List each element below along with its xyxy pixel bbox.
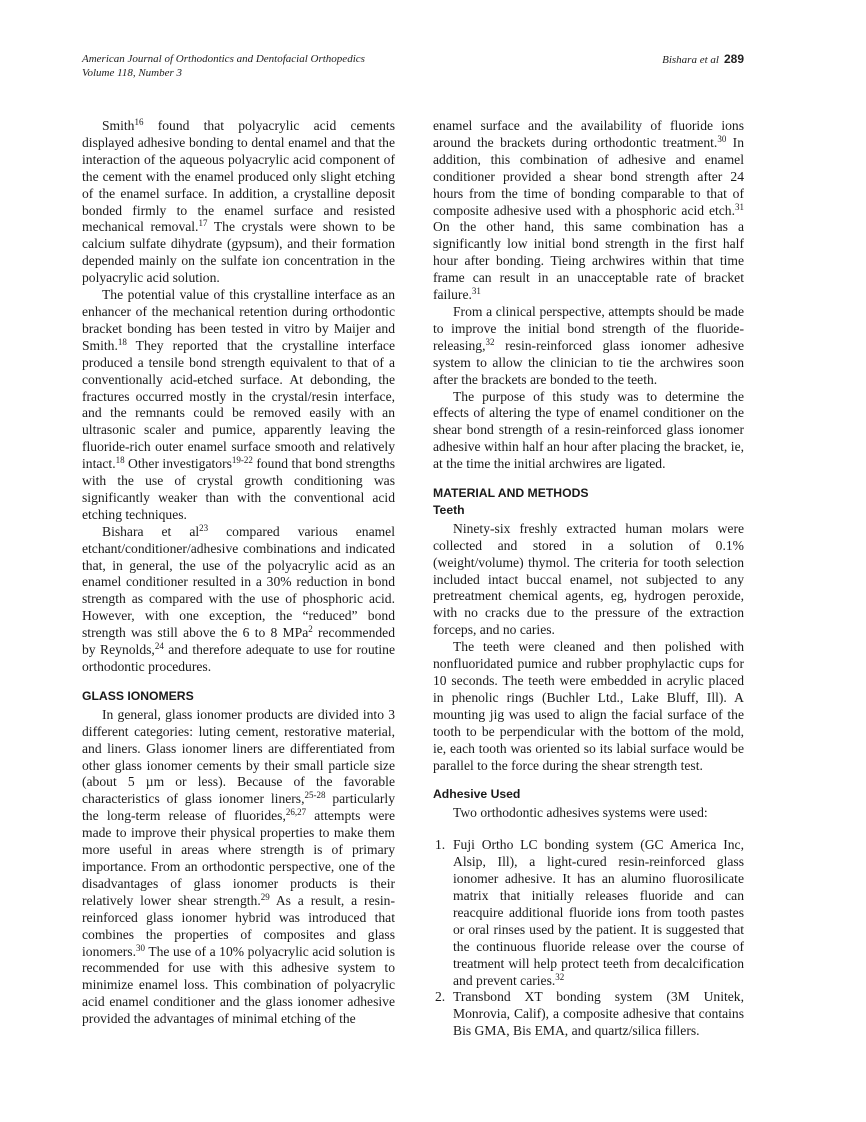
citation: 26,27 [285, 807, 307, 818]
adhesive-list [433, 837, 744, 1040]
spacer [433, 822, 744, 837]
subsection-heading-adhesive-used: Adhesive Used [433, 787, 521, 802]
text: recommended by Reynolds, [82, 625, 395, 658]
text: The crystals were shown to be calcium sulfate dihydrate (gypsum), and their formation depended mainly on the sulfate ion concentration in the polyacrylic acid solution. [82, 219, 395, 286]
text: They reported that the crystalline interface produced a tensile bond strength equivalent to that of a conventionally acid-etched surface. At debonding, the fractures occurred mostly in the crystal/resin interface, and the remnants could be removed easily with an ultrasonic scaler and pumice, apparently leaving the fluoride-rich outer enamel surface smooth and relatively intact. [82, 337, 395, 472]
running-header-left [82, 52, 365, 80]
list-item [433, 837, 744, 989]
text: and therefore adequate to use for routine orthodontic procedures. [82, 642, 396, 674]
text: compared various enamel etchant/conditioner/adhesive combinations and indicated that, in general, the use of the polyacrylic acid as an enamel conditioner resulted in a 30% reduction in bond strength as compared with the use of phosphoric acid. However, with one exception, the “reduced” bond strength was still above the 6 to 8 MPa [82, 523, 395, 641]
citation: 29 [260, 891, 270, 902]
paragraph: The teeth were cleaned and then polished with nonfluoridated pumice and rubber prophylactic cups for 10 seconds. The teeth were embedded in acrylic placed in phenolic rings (Buchler Ltd., Lake Bluff, Ill). A mounting jig was used to align the facial surface of the tooth to be perpendicular with the bottom of the mold, ie, each tooth was oriented so its labial surface would be parallel to the force during the shear strength test. [433, 639, 744, 773]
list-item [433, 989, 744, 1040]
paragraph: The purpose of this study was to determine the effects of altering the type of enamel conditioner on the shear bond strength of a resin-reinforced glass ionomer adhesive within half an hour after placing the bracket, ie, at the time the initial archwires are ligated. [433, 388, 744, 472]
text: attempts were made to improve their physical properties to make them more useful in areas where strength is of primary importance. From an orthodontic perspective, one of the disadvantages of glass ionomer products is their relatively lower shear strength. [82, 808, 395, 908]
text: The potential value of this crystalline interface as an enhancer of the mechanical retention during orthodontic bracket bonding has been tested in vitro by Maijer and Smith. [82, 287, 395, 353]
list-number: 1. [435, 837, 446, 853]
paragraph [433, 304, 744, 389]
text: From a clinical perspective, attempts should be made to improve the initial bond strength of the fluoride-releasing, [433, 303, 744, 353]
citation: 16 [134, 117, 144, 127]
paragraph: Two orthodontic adhesives systems were used: [453, 805, 708, 821]
subsection-heading-teeth: Teeth [433, 502, 465, 517]
text: In addition, this combination of adhesive and enamel conditioner provided a shear bond strength after 24 hours from the time of bonding comparable to that of composite adhesive used with a phosphoric acid etch. [433, 134, 744, 218]
citation: 25-28 [304, 790, 326, 801]
text: The use of a 10% polyacrylic acid solution is recommended for use with this adhesive system to minimize enamel loss. This combination of polyacrylic acid enamel conditioner and the glass ionomer adhesive provided the advantages of minimal etching of the [82, 943, 395, 1027]
citation: 30 [136, 942, 145, 953]
paragraph [82, 524, 395, 676]
journal-volume: Volume 118, Number 3 [82, 67, 183, 79]
paragraph [82, 707, 395, 1028]
right-column [433, 118, 744, 1040]
text: Bishara et al [102, 523, 200, 539]
text: Other investigators [124, 456, 232, 472]
text: resin-reinforced glass ionomer adhesive system to allow the clinician to tie the archwires soon after the brackets are bonded to the teeth. [433, 337, 744, 387]
citation: 17 [198, 218, 208, 229]
text: Fuji Ortho LC bonding system (GC America Inc, Alsip, Ill), a light-cured resin-reinforced glass ionomer adhesive. It has an alumino fluorosilicate matrix that initially releases fluoride and can reacquire additional fluoride ions from tooth pastes or oral rinses used by the patient. It is suggested that the continuous fluoride release over the course of treatment will help protect teeth from decalcification and prevent caries. [453, 837, 744, 988]
running-author: Bishara et al [662, 54, 719, 66]
citation: 31 [735, 201, 744, 212]
spacer [433, 774, 744, 786]
section-heading-material-and-methods: MATERIAL AND METHODS [433, 486, 589, 501]
citation: 23 [199, 522, 209, 533]
page-number: 289 [723, 52, 744, 66]
citation: 18 [115, 455, 125, 466]
citation: 30 [717, 133, 727, 144]
paragraph [82, 118, 395, 287]
citation: 32 [555, 971, 565, 982]
section-heading-glass-ionomers: GLASS IONOMERS [82, 688, 194, 703]
text: On the other hand, this same combination has a significantly low initial bond strength in the first half hour after bonding. Tieing archwires within that time frame can result in an unacceptable rate of bracket failure. [433, 219, 744, 303]
spacer [82, 676, 395, 688]
list-number: 2. [435, 989, 446, 1005]
text: As a result, a resin-reinforced glass ionomer hybrid was introduced that combines the properties of composites and glass ionomers. [82, 892, 395, 959]
text: enamel surface and the availability of fluoride ions around the brackets during orthodontic treatment. [433, 118, 744, 150]
text: particularly the long-term release of fluorides, [82, 791, 395, 824]
citation: 18 [117, 336, 127, 347]
left-column [82, 118, 395, 1028]
running-header-right [662, 52, 744, 67]
text: Transbond XT bonding system (3M Unitek, Monrovia, Calif), a composite adhesive that contains Bis GMA, Bis EMA, and quartz/silica fillers. [453, 989, 744, 1039]
paragraph [82, 287, 395, 524]
spacer [433, 473, 744, 485]
citation: 32 [485, 336, 495, 347]
text: In general, glass ionomer products are divided into 3 different categories: luting cement, restorative material, and liners. Glass ionomer liners are differentiated from other glass ionomer cements by their small particle size (about 5 µm or less). Because of the favorable characteristics of glass ionomer liners, [82, 706, 395, 807]
paragraph [433, 118, 744, 304]
text: found that polyacrylic acid cements displayed adhesive bonding to dental enamel and that the interaction of the aqueous polyacrylic acid component of the cement with the enamel produced only slight etching of the enamel surface. In addition, a crystalline deposit bonded firmly to the enamel surface and resisted mechanical removal. [82, 118, 395, 235]
citation: 31 [471, 286, 481, 297]
paragraph: Ninety-six freshly extracted human molars were collected and stored in a solution of 0.1% (weight/volume) thymol. The criteria for tooth selection included intact buccal enamel, not subjected to any pretreatment chemical agents, eg, hydrogen peroxide, with no cracks due to the pressure of the extraction forceps, and no caries. [433, 520, 744, 638]
superscript-exponent: 2 [308, 624, 313, 635]
text: found that bond strengths with the use of crystal growth conditioning was significantly weaker than with the conventional acid etching techniques. [82, 456, 396, 522]
citation: 24 [154, 641, 164, 652]
journal-title: American Journal of Orthodontics and Dentofacial Orthopedics [82, 53, 365, 65]
citation: 19-22 [231, 455, 253, 466]
text: Smith [102, 118, 135, 133]
